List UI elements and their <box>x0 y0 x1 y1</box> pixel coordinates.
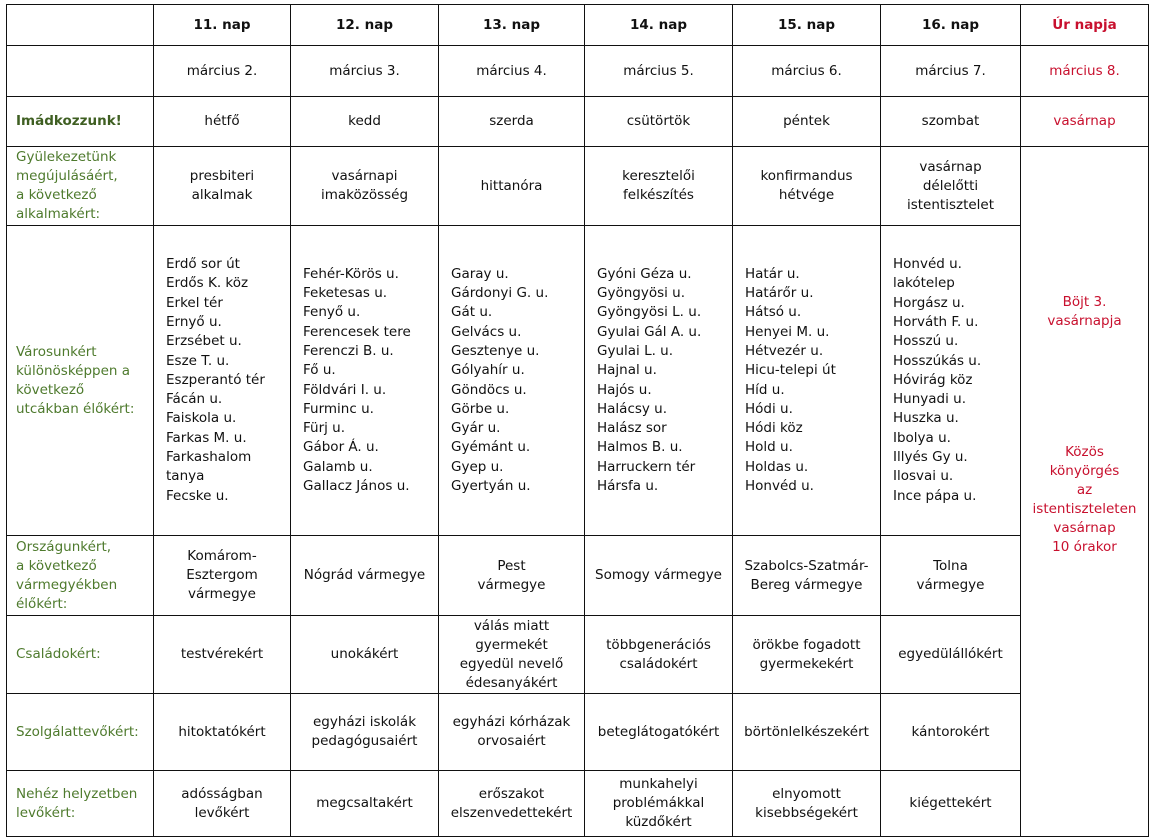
date-cell: március 5. <box>585 46 733 97</box>
county-cell: Szabolcs-Szatmár- Bereg vármegye <box>733 536 881 616</box>
street-name: Holdas u. <box>745 458 809 475</box>
day-header: 12. nap <box>291 5 439 46</box>
prayer-schedule-table <box>6 4 1149 837</box>
county-cell: Pest vármegye <box>439 536 585 616</box>
street-list-cell <box>733 226 881 536</box>
street-name: Határőr u. <box>745 285 814 302</box>
street-name: Görbe u. <box>451 400 510 417</box>
country-label: Országunkért, a következő vármegyékben élőkért: <box>7 536 154 616</box>
congregation-label: Gyülekezetünk megújulásáért, a következő alkalmakért: <box>7 147 154 226</box>
country-row <box>7 536 1149 616</box>
street-name: Híd u. <box>745 381 785 398</box>
lords-date-cell: március 8. <box>1021 46 1149 97</box>
street-list-cell <box>439 226 585 536</box>
street-name: Honvéd u. <box>893 256 962 273</box>
street-name: Farkashalom <box>166 449 252 466</box>
street-name: Gólyahír u. <box>451 362 525 379</box>
street-name: Gyertyán u. <box>451 477 531 494</box>
date-cell: március 7. <box>881 46 1021 97</box>
street-name: Határ u. <box>745 265 800 282</box>
street-name: Fácán u. <box>166 391 223 408</box>
street-name: Gyöngyösi u. <box>597 285 686 302</box>
street-name: Harruckern tér <box>597 458 696 475</box>
street-name: Henyei M. u. <box>745 323 830 340</box>
street-name: Halácsy u. <box>597 400 668 417</box>
street-name: Hársfa u. <box>597 477 659 494</box>
street-name: Furminc u. <box>303 400 374 417</box>
congregation-cell: presbiteri alkalmak <box>154 147 291 226</box>
families-label: Családokért: <box>7 616 154 694</box>
servant-cell: hitoktatókért <box>154 694 291 771</box>
street-name: Erzsébet u. <box>166 333 242 350</box>
pray-label: Imádkozzunk! <box>7 97 154 147</box>
family-cell: válás miatt gyermekét egyedül nevelő édesanyákért <box>439 616 585 694</box>
family-cell: unokákért <box>291 616 439 694</box>
street-name: Hóvirág köz <box>893 371 973 388</box>
weekday-cell: csütörtök <box>585 97 733 147</box>
street-name: Ernyő u. <box>166 313 222 330</box>
family-cell: testvérekért <box>154 616 291 694</box>
street-name: Feketesas u. <box>303 285 388 302</box>
servant-cell: börtönlelkészekért <box>733 694 881 771</box>
family-cell: örökbe fogadott gyermekekért <box>733 616 881 694</box>
lords-day-note-cell <box>1021 147 1149 837</box>
families-row <box>7 616 1149 694</box>
congregation-cell: vasárnap délelőtti istentisztelet <box>881 147 1021 226</box>
weekday-row <box>7 97 1149 147</box>
street-name: Honvéd u. <box>745 477 814 494</box>
street-name: Ferenczi B. u. <box>303 342 394 359</box>
street-list-cell <box>881 226 1021 536</box>
weekday-cell: szerda <box>439 97 585 147</box>
congregation-cell: keresztelői felkészítés <box>585 147 733 226</box>
servant-cell: egyházi kórházak orvosaiért <box>439 694 585 771</box>
weekday-cell: kedd <box>291 97 439 147</box>
date-row <box>7 46 1149 97</box>
street-name: Garay u. <box>451 265 509 282</box>
street-name: Erkel tér <box>166 294 223 311</box>
hardship-cell: erőszakot elszenvedettekért <box>439 771 585 837</box>
street-name: Ince pápa u. <box>893 487 977 504</box>
servant-cell: egyházi iskolák pedagógusaiért <box>291 694 439 771</box>
day-header: 16. nap <box>881 5 1021 46</box>
street-name: Eszperantó tér <box>166 371 265 388</box>
lent-sunday-title: Böjt 3. vasárnapja <box>1047 294 1122 329</box>
street-name: Hosszúkás u. <box>893 352 982 369</box>
street-name: Gallacz János u. <box>303 477 410 494</box>
congregation-cell: konfirmandus hétvége <box>733 147 881 226</box>
hardship-row <box>7 771 1149 837</box>
county-cell: Somogy vármegye <box>585 536 733 616</box>
county-cell: Tolna vármegye <box>881 536 1021 616</box>
servants-row <box>7 694 1149 771</box>
servant-cell: kántorokért <box>881 694 1021 771</box>
hardship-cell: kiégettekért <box>881 771 1021 837</box>
street-name: Huszka u. <box>893 410 959 427</box>
street-name: Gyep u. <box>451 458 504 475</box>
hardship-cell: munkahelyi problémákkal küzdőkért <box>585 771 733 837</box>
street-name: Halász sor <box>597 420 667 437</box>
street-name: Fő u. <box>303 362 336 379</box>
servant-cell: beteglátogatókért <box>585 694 733 771</box>
common-prayer-note: Közös könyörgés az istentiszteleten vasárnap 10 órakor <box>1032 444 1137 555</box>
date-cell: március 2. <box>154 46 291 97</box>
street-name: Hunyadi u. <box>893 391 966 408</box>
street-name: Gyulai Gál A. u. <box>597 323 702 340</box>
street-list-cell <box>291 226 439 536</box>
street-name: Hátsó u. <box>745 304 802 321</box>
street-name: Hódi u. <box>745 400 793 417</box>
street-name: Gyöngyösi L. u. <box>597 304 702 321</box>
street-name: Hódi köz <box>745 420 803 437</box>
date-cell: március 6. <box>733 46 881 97</box>
street-name: Földvári I. u. <box>303 381 387 398</box>
street-name: Halmos B. u. <box>597 439 683 456</box>
street-name: Fürj u. <box>303 420 346 437</box>
hardship-cell: adósságban levőkért <box>154 771 291 837</box>
city-label: Városunkért különösképpen a következő utcákban élőkért: <box>7 226 154 536</box>
street-name: Galamb u. <box>303 458 373 475</box>
county-cell: Komárom- Esztergom vármegye <box>154 536 291 616</box>
county-cell: Nógrád vármegye <box>291 536 439 616</box>
weekday-cell: szombat <box>881 97 1021 147</box>
street-name: Esze T. u. <box>166 352 230 369</box>
street-name: Gárdonyi G. u. <box>451 285 549 302</box>
lords-day-header: Úr napja <box>1021 5 1149 46</box>
street-name: Fenyő u. <box>303 304 361 321</box>
day-header: 11. nap <box>154 5 291 46</box>
street-name: Horgász u. <box>893 294 965 311</box>
weekday-cell: hétfő <box>154 97 291 147</box>
hardship-label: Nehéz helyzetben levőkért: <box>7 771 154 837</box>
street-list-cell <box>154 226 291 536</box>
street-name: Gyémánt u. <box>451 439 531 456</box>
street-name: Horváth F. u. <box>893 313 979 330</box>
hardship-cell: elnyomott kisebbségekért <box>733 771 881 837</box>
street-name: Hicu-telepi út <box>745 362 836 379</box>
street-name: Erdő sor út <box>166 256 240 273</box>
street-name: Fecske u. <box>166 487 229 504</box>
street-name: Gábor Á. u. <box>303 439 379 456</box>
date-cell: március 3. <box>291 46 439 97</box>
day-header: 14. nap <box>585 5 733 46</box>
street-name: tanya <box>166 468 205 485</box>
street-name: Fehér-Körös u. <box>303 265 399 282</box>
family-cell: többgenerációs családokért <box>585 616 733 694</box>
street-name: Ilosvai u. <box>893 468 954 485</box>
street-name: Gát u. <box>451 304 493 321</box>
congregation-row <box>7 147 1149 226</box>
day-header-row <box>7 5 1149 46</box>
street-name: Erdős K. köz <box>166 275 249 292</box>
weekday-cell: péntek <box>733 97 881 147</box>
street-name: Hosszú u. <box>893 333 959 350</box>
street-name: Hajós u. <box>597 381 652 398</box>
lords-weekday-cell: vasárnap <box>1021 97 1149 147</box>
empty-cell <box>7 46 154 97</box>
street-name: Hajnal u. <box>597 362 657 379</box>
hardship-cell: megcsaltakért <box>291 771 439 837</box>
street-name: Faiskola u. <box>166 410 237 427</box>
street-name: Gyulai L. u. <box>597 342 674 359</box>
street-name: Gyár u. <box>451 420 501 437</box>
corner-cell <box>7 5 154 46</box>
family-cell: egyedülállókért <box>881 616 1021 694</box>
street-name: Göndöcs u. <box>451 381 527 398</box>
day-header: 13. nap <box>439 5 585 46</box>
street-name: Hétvezér u. <box>745 342 824 359</box>
street-name: Ibolya u. <box>893 429 951 446</box>
congregation-cell: vasárnapi imaközösség <box>291 147 439 226</box>
city-row <box>7 226 1149 536</box>
street-name: Ferencesek tere <box>303 323 411 340</box>
street-name: lakótelep <box>893 275 955 292</box>
street-list-cell <box>585 226 733 536</box>
street-name: Farkas M. u. <box>166 429 247 446</box>
congregation-cell: hittanóra <box>439 147 585 226</box>
street-name: Gesztenye u. <box>451 342 540 359</box>
day-header: 15. nap <box>733 5 881 46</box>
street-name: Gyóni Géza u. <box>597 265 692 282</box>
street-name: Gelvács u. <box>451 323 522 340</box>
date-cell: március 4. <box>439 46 585 97</box>
street-name: Hold u. <box>745 439 793 456</box>
street-name: Illyés Gy u. <box>893 449 968 466</box>
servants-label: Szolgálattevőkért: <box>7 694 154 771</box>
